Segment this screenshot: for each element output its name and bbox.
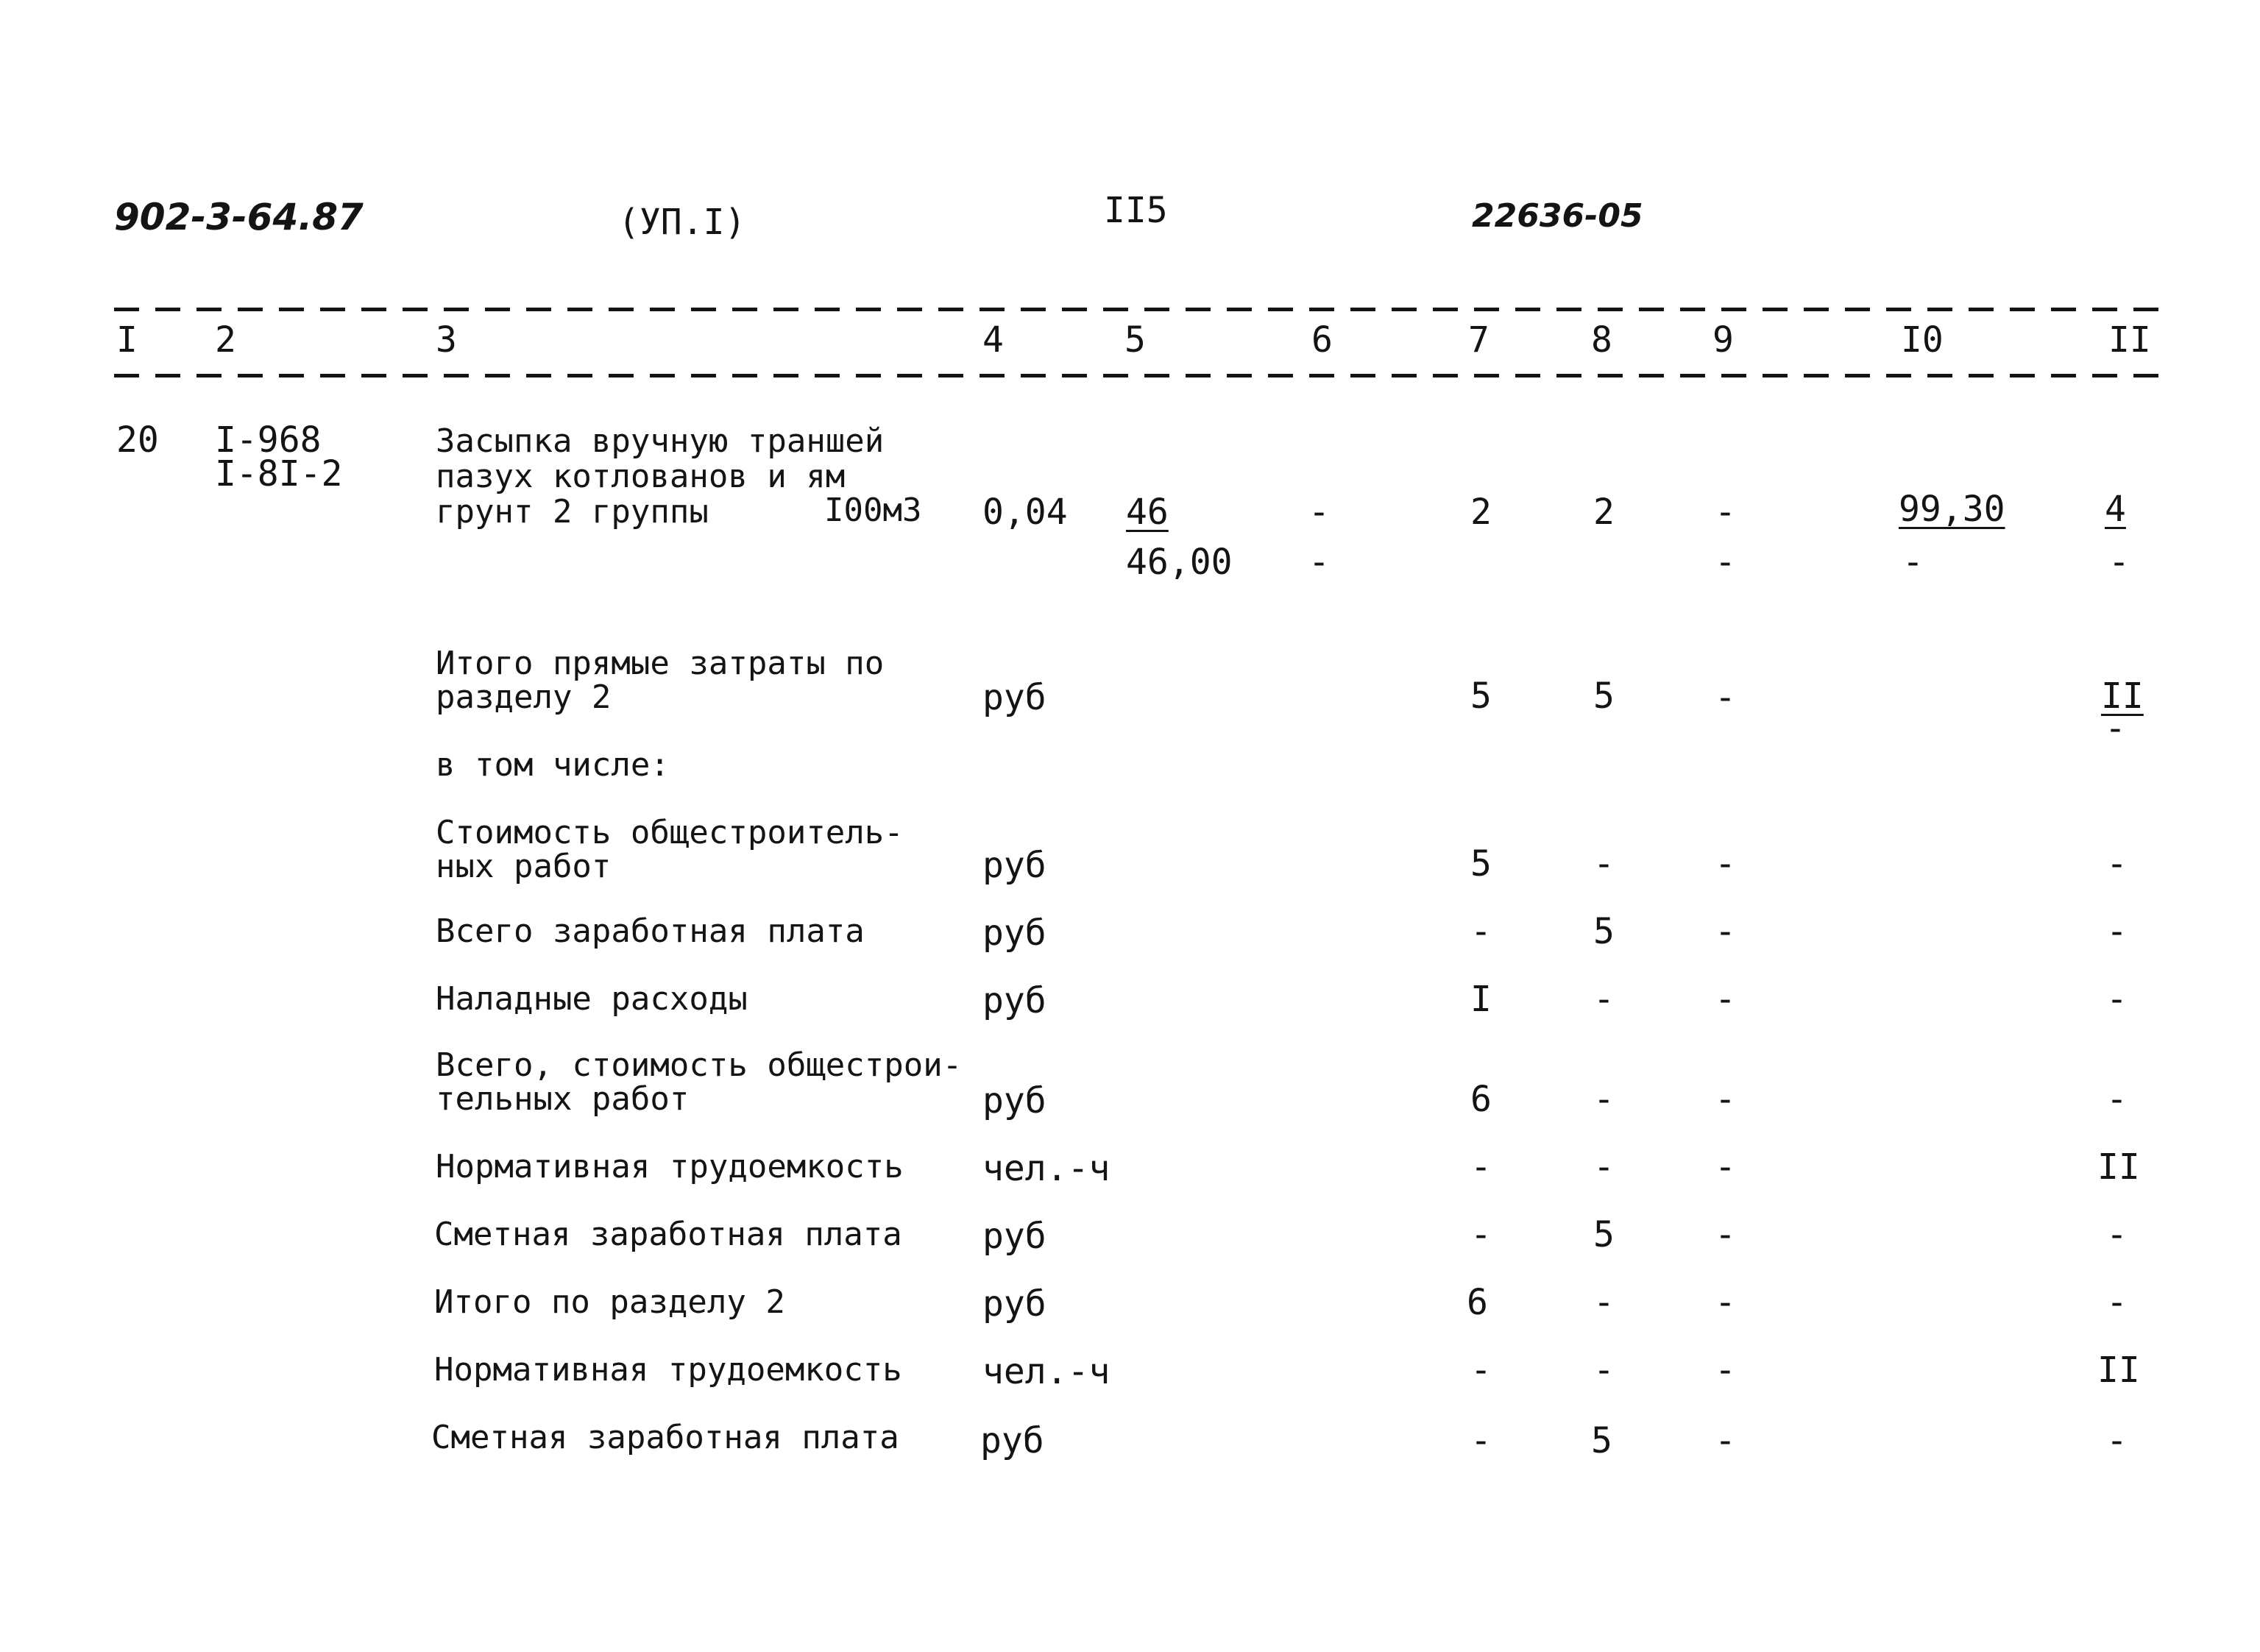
header-rule-bottom bbox=[114, 374, 2175, 377]
row-unit: руб bbox=[982, 980, 1046, 1021]
section-label: (УП.I) bbox=[618, 202, 746, 243]
entry-number: 20 bbox=[116, 419, 159, 461]
row-col8: 5 bbox=[1593, 911, 1615, 952]
summary-unit: руб bbox=[982, 677, 1046, 718]
row-col9: - bbox=[1715, 979, 1736, 1020]
entry-col5-top: 46 bbox=[1126, 492, 1169, 533]
row-col9: - bbox=[1715, 1282, 1736, 1323]
summary-col8: 5 bbox=[1593, 676, 1615, 717]
row-label-line-2: тельных работ bbox=[436, 1080, 690, 1118]
page-number: II5 bbox=[1104, 190, 1168, 231]
row-col11: II bbox=[2097, 1350, 2140, 1391]
row-col11: II bbox=[2097, 1146, 2140, 1188]
column-header-8: 8 bbox=[1591, 319, 1612, 361]
summary-label-line-2: разделу 2 bbox=[436, 678, 612, 716]
row-col8: 5 bbox=[1591, 1420, 1612, 1461]
summary-col9: - bbox=[1715, 677, 1736, 718]
column-header-11: II bbox=[2108, 319, 2151, 361]
row-label-line-1: Сметная заработная плата bbox=[434, 1216, 902, 1253]
row-col8: 5 bbox=[1593, 1214, 1615, 1255]
row-unit: чел.-ч bbox=[982, 1351, 1110, 1392]
row-col7: 6 bbox=[1470, 1079, 1492, 1120]
row-col11: - bbox=[2106, 911, 2128, 952]
row-label-line-1: Всего, стоимость общестрои- bbox=[436, 1046, 963, 1084]
row-unit: руб bbox=[982, 1283, 1046, 1325]
header-rule-top bbox=[114, 308, 2175, 311]
row-unit: руб bbox=[982, 912, 1046, 954]
entry-col8: 2 bbox=[1593, 492, 1615, 533]
including-label: в том числе: bbox=[436, 746, 670, 784]
row-col7: 5 bbox=[1470, 843, 1492, 885]
row-unit: руб bbox=[980, 1420, 1044, 1461]
column-header-5: 5 bbox=[1124, 319, 1146, 361]
row-col8: - bbox=[1593, 1350, 1615, 1391]
summary-col7: 5 bbox=[1470, 676, 1492, 717]
entry-code-2: I-8I-2 bbox=[215, 453, 343, 494]
row-col11: - bbox=[2106, 1282, 2128, 1323]
row-col7: - bbox=[1470, 1146, 1492, 1188]
row-col9: - bbox=[1715, 1214, 1736, 1255]
column-header-4: 4 bbox=[982, 319, 1004, 361]
entry-col7: 2 bbox=[1470, 492, 1492, 533]
entry-col10-top: 99,30 bbox=[1899, 489, 2005, 530]
entry-col6-top: - bbox=[1308, 492, 1330, 533]
row-label-line-1: Сметная заработная плата bbox=[431, 1419, 899, 1456]
row-col7: - bbox=[1470, 1214, 1492, 1255]
entry-unit: I00м3 bbox=[824, 492, 922, 529]
entry-col5-bottom: 46,00 bbox=[1126, 542, 1233, 583]
row-col9: - bbox=[1715, 911, 1736, 952]
row-col9: - bbox=[1715, 1420, 1736, 1461]
inventory-number: 22636-05 bbox=[1472, 197, 1643, 235]
row-label-line-2: ных работ bbox=[436, 848, 612, 885]
row-col9: - bbox=[1715, 1350, 1736, 1391]
row-col9: - bbox=[1715, 1079, 1736, 1120]
row-col8: - bbox=[1593, 1282, 1615, 1323]
row-col7: 6 bbox=[1467, 1282, 1488, 1323]
row-label-line-1: Нормативная трудоемкость bbox=[434, 1351, 902, 1389]
entry-quantity: 0,04 bbox=[982, 492, 1068, 533]
row-label-line-1: Итого по разделу 2 bbox=[434, 1283, 785, 1321]
row-label-line-1: Всего заработная плата bbox=[436, 912, 865, 950]
row-col7: - bbox=[1470, 911, 1492, 952]
column-header-1: I bbox=[116, 319, 138, 361]
row-col11: - bbox=[2106, 979, 2128, 1020]
row-col7: I bbox=[1470, 979, 1492, 1020]
row-col7: - bbox=[1470, 1350, 1492, 1391]
row-col9: - bbox=[1715, 843, 1736, 885]
column-header-7: 7 bbox=[1468, 319, 1489, 361]
row-unit: руб bbox=[982, 1080, 1046, 1121]
row-unit: руб bbox=[982, 845, 1046, 886]
summary-label-line-1: Итого прямые затраты по bbox=[436, 645, 885, 682]
row-unit: руб bbox=[982, 1216, 1046, 1257]
summary-col11-bottom: - bbox=[2105, 708, 2126, 749]
column-header-10: I0 bbox=[1901, 319, 1944, 361]
entry-description-line-2: пазух котлованов и ям bbox=[436, 458, 846, 495]
entry-description-line-3: грунт 2 группы bbox=[436, 493, 709, 531]
row-unit: чел.-ч bbox=[982, 1148, 1110, 1189]
summary-col11: II bbox=[2101, 676, 2144, 717]
row-label-line-1: Наладные расходы bbox=[436, 980, 748, 1018]
row-col11: - bbox=[2106, 1079, 2128, 1120]
column-header-3: 3 bbox=[436, 319, 457, 361]
row-label-line-1: Стоимость общестроитель- bbox=[436, 814, 904, 851]
row-col8: - bbox=[1593, 1079, 1615, 1120]
entry-col11-top: 4 bbox=[2105, 489, 2126, 530]
row-col8: - bbox=[1593, 1146, 1615, 1188]
entry-code-1: I-968 bbox=[215, 419, 322, 461]
entry-col9-top: - bbox=[1715, 492, 1736, 533]
row-col11: - bbox=[2106, 1214, 2128, 1255]
column-header-9: 9 bbox=[1712, 319, 1734, 361]
entry-col10-bottom: - bbox=[1902, 542, 1924, 583]
row-col11: - bbox=[2106, 1420, 2128, 1461]
row-col8: - bbox=[1593, 979, 1615, 1020]
entry-description-line-1: Засыпка вручную траншей bbox=[436, 422, 885, 460]
row-col8: - bbox=[1593, 843, 1615, 885]
row-col11: - bbox=[2106, 843, 2128, 885]
column-header-2: 2 bbox=[215, 319, 236, 361]
column-header-6: 6 bbox=[1311, 319, 1333, 361]
row-col9: - bbox=[1715, 1146, 1736, 1188]
entry-col9-bottom: - bbox=[1715, 542, 1736, 583]
entry-col11-bottom: - bbox=[2108, 542, 2130, 583]
row-label-line-1: Нормативная трудоемкость bbox=[436, 1148, 904, 1185]
row-col7: - bbox=[1470, 1420, 1492, 1461]
entry-col6-bottom: - bbox=[1308, 542, 1330, 583]
document-code: 902-3-64.87 bbox=[114, 196, 364, 238]
